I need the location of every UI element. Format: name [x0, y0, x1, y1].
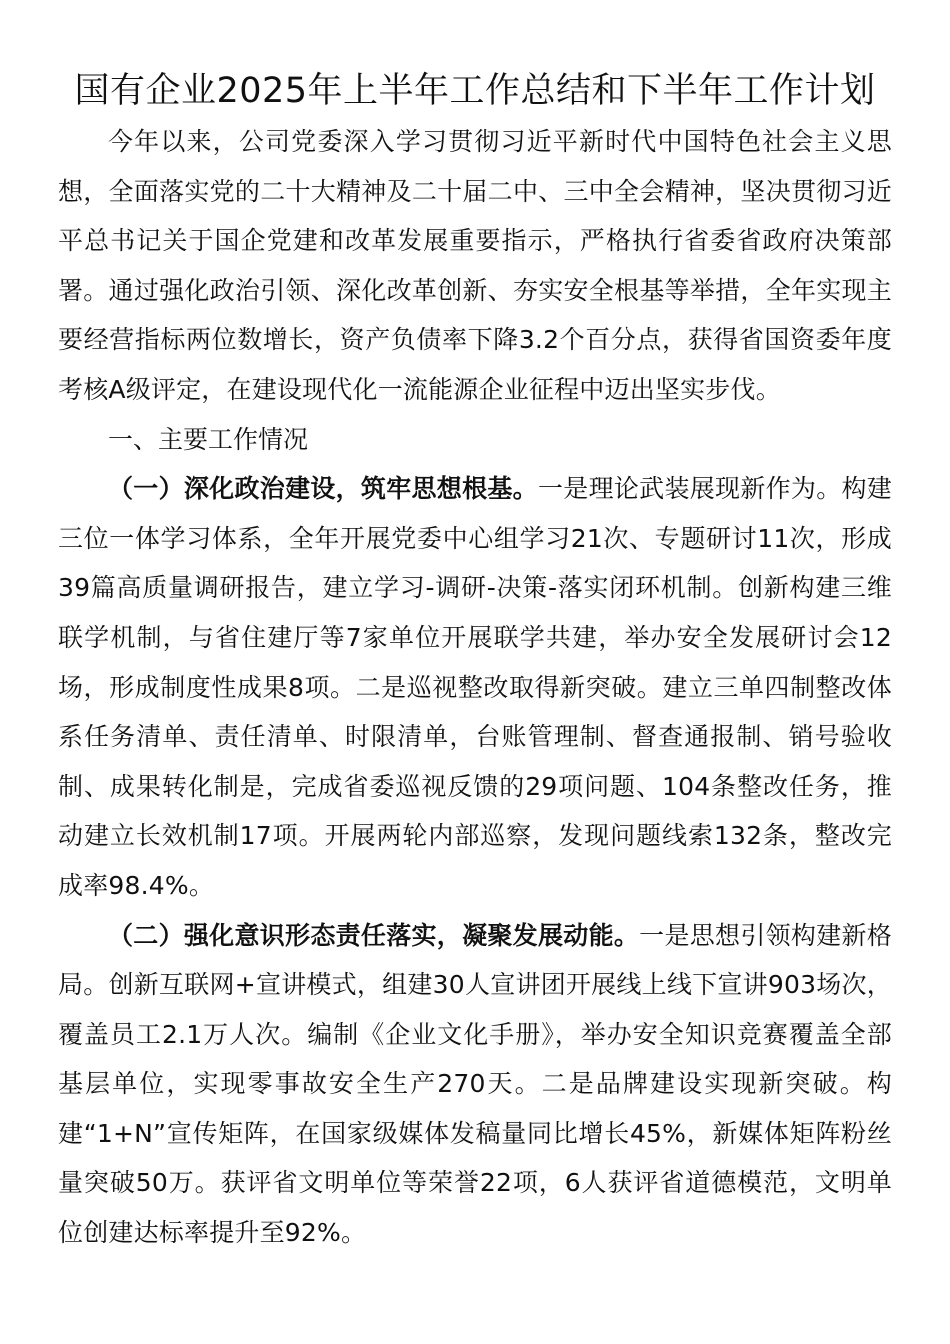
document-title: 国有企业2025年上半年工作总结和下半年工作计划 [74, 71, 876, 111]
intro-paragraph: 今年以来，公司党委深入学习贯彻习近平新时代中国特色社会主义思想，全面落实党的二十大精神及二十届二中、三中全会精神，坚决贯彻习近平总书记关于国企党建和改革发展重要指示，严格执行省委省政府决策部署。通过强化政治引领、深化改革创新、夯实安全根基等举措，全年实现主要经营指标两位数增长，资产负债率下降3.2个百分点，获得省国资委年度考核A级评定，在建设现代化一流能源企业征程中迈出坚实步伐。 [58, 127, 892, 404]
section-heading-main-work: 一、主要工作情况 [108, 424, 309, 454]
item-paragraph-political-building [58, 464, 892, 910]
item-paragraph-ideology-responsibility [58, 911, 892, 1258]
item-body-ideology-responsibility: 一是思想引领构建新格局。创新互联网+宣讲模式，组建30人宣讲团开展线上线下宣讲903场次，覆盖员工2.1万人次。编制《企业文化手册》，举办安全知识竞赛覆盖全部基层单位，实现零事故安全生产270天。二是品牌建设实现新突破。构建“1+N”宣传矩阵，在国家级媒体发稿量同比增长45%，新媒体矩阵粉丝量突破50万。获评省文明单位等荣誉22项，6人获评省道德模范，文明单位创建达标率提升至92%。 [58, 920, 892, 1248]
item-heading-political-building: （一）深化政治建设，筑牢思想根基。 [108, 474, 538, 504]
item-heading-ideology-responsibility: （二）强化意识形态责任落实，凝聚发展动能。 [108, 920, 640, 950]
item-body-political-building: 一是理论武装展现新作为。构建三位一体学习体系，全年开展党委中心组学习21次、专题研讨11次，形成39篇高质量调研报告，建立学习-调研-决策-落实闭环机制。创新构建三维联学机制，与省住建厅等7家单位开展联学共建，举办安全发展研讨会12场，形成制度性成果8项。二是巡视整改取得新突破。建立三单四制整改体系任务清单、责任清单、时限清单，台账管理制、督查通报制、销号验收制、成果转化制是，完成省委巡视反馈的29项问题、104条整改任务，推动建立长效机制17项。开展两轮内部巡察，发现问题线索132条，整改完成率98.4%。 [58, 474, 892, 900]
